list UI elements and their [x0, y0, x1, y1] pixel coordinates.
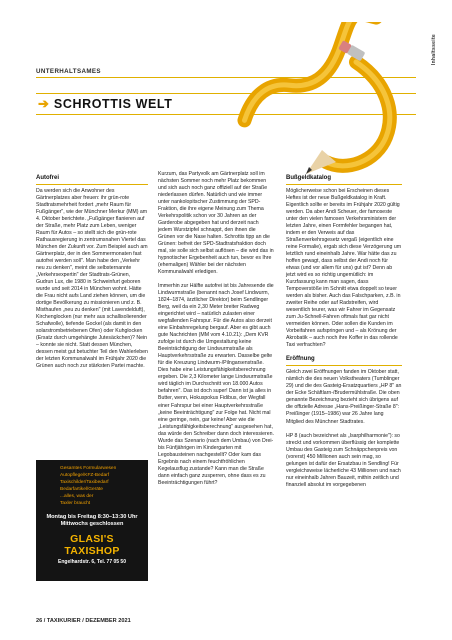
list-item: Gesamtes Formularwesen [60, 466, 117, 471]
column-heading: Bußgeldkatalog [286, 175, 402, 185]
page-title-row [38, 94, 172, 114]
list-item: Autopflege/KFZ-Bedarf [60, 473, 110, 478]
paragraph: Kurzum, das Partyvolk am Gärtnerplatz soll im nächsten Sommer noch mehr Platz bekommen und sich auch noch ganz offiziell auf der Straße niederlassen dürfen. Natürlich und wie immer unter nankolopitscher Zustimmung der SPD-Fraktion, die ihre eigene Meinung zum Thema Verkehrspolitik schon vor 30 Jahren an der Garderobe abgegeben hat und derzeit nach jedem Wurstzipfel schnappt, den ihnen die Grünen vor die Nase halten. Schrottis tipp an die Grünen: befreit der SPD-Stadtratsfraktion doch mal, sie solle sich selbst auflösen – die wird das in hypnotischer Ergebenheit auch tun, bevor es Ihre (ehemaligen) Wähler bei der nächsten Kommunalwahl erledigen. [158, 171, 274, 276]
ad-hours-line: Montag bis Freitag 8:30–13:30 Uhr [46, 514, 138, 520]
paragraph: Immerhin zur Hälfte autofrei ist bis Jahresende die Lindwurmstraße (benannt nach Josef Lindwurm, 1824–1874, ärztlicher Direktor) beim Sendlinger Berg, weil da ein 2,30 Meter breiter Radweg eingerichtet wird – natürlich zulasten einer wegfallenden Fahrspur. Für die Autos also derzeit eine Einbahnregelung bergauf. Aber es gibt auch gute Nachrichten (MM vom 4.10.21): „Dem KVR zufolge ist durch die Umgestaltung keine Beeinträchtigung der Lindwurmstraße als Hauptverkehrsstraße zu erwarten. Dasselbe gelte für die Kreuzung Lindwurm-/Pilngarsenstraße. Dies habe eine Leistungsfähigkeitsberechnung ergeben. Die 2,3 Kilometer lange Lindwurmstraße wird täglich im Durchschnitt von 18.000 Autos befahren". Das ist doch super! Dann ist ja alles in Butter, wenn, Hokuspokus Fidibus, der Wegfall einer Fahrspur bei einer Hauptverkehrsstraße „keine Beeinträchtigung" zur Folge hat. Nicht mal eine geringe, nein, gar keine! Aber wie die „Leistungsfähigkeitsberechnung" ausgesehen hat, das würde den Schreiber dann doch interessieren. Wurde das Szenario (nach dem Umbau) von Drei- bis Fünfjährigen im Kindergarten mit Legobausteinen nachgestellt? Oder kam das Ergebnis nach einem feuchtfröhlichen Kegelausflug zustande? Kann man die Straße dann einfach ganz zusperren, ohne dass es zu Beeinträchtigungen führt? [158, 283, 274, 486]
paragraph: Da werden sich die Anwohner des Gärtnerplatzes aber freuen: ihr grün-rote Stadtratsmehrheit fordert „mehr Raum für Fußgänger", wie der Münchner Merkur (MM) am 4. Oktober berichtete. „Fußgänger flanieren auf der Straße, mehr Platz zum Leben, weniger Raum für Autos – so stellt sich die grün-rote Rathausregierung in zentrumsnahen Viertel das München der Zukunft vor. Zum Beispiel auch am Gärtnerplatz, der in den Sommermonaten fast autofrei werden soll". Man habe den „Verkehr neu zu denken", meint die selbsternannte „Verkehrsexpertin" der Stadtrats-Grünen, Gudrun Lux, die 1980 in Schweinfurt geboren wurde und seit 2014 in München wohnt. Hätte die Frau nicht aufs Land ziehen können, um die dortige Bevölkerung zu missionieren und z. B. Misthaufen „neu zu denken" (mit Lavendelduft), Kirchenglocken (nur mehr aus schallisolierender Schafwolle), tiefende Gockel (als damit in den solarstrombetriebenen Ofen) oder Kuhglocken (Ersatz durch umgehängte Jutesäckchen)? Nein – konnte sie nicht. Statt dessen München, dessen meist gut betuchter Teil den Wahlerleben der letzten Kommunalwahl im Frühjahr 2020 die Grünen auch noch zur stärksten Partei machte. [36, 188, 148, 370]
list-item: ...alles, was der [60, 494, 94, 499]
list-item: Taxler braucht [60, 501, 91, 506]
paragraph: HP 8 (auch bezeichnet als „Isarphilharmonie"): so streckt und vorkommen überflüssig der komplette Umbau des Gasteig zum Schnäppchenpreis von (vorerst) 450 Millionen auch sein mag, so gelungen ist dafür der Ersatzbau in Sendling! Für vergleichsweise lächerliche 43 Millionen und nach nur eineinhalb Jahren Bauzeit, mithin zeitlich und finanziell absolut im vorgegebenen [286, 432, 401, 488]
ad-brand: GLASI'S TAXISHOP [64, 533, 120, 557]
column-1 [36, 175, 148, 377]
ad-hours [42, 514, 142, 528]
pencil-illustration [236, 22, 432, 188]
list-item: Bedarfartikel/Geräte [60, 487, 103, 492]
ad-product-list [60, 465, 142, 507]
side-tab-label: Inhaltsseite [431, 34, 437, 66]
column-2 [158, 171, 274, 494]
advertisement [36, 460, 148, 581]
ad-hours-line: Mittwochs geschlossen [60, 521, 124, 527]
list-item: Taxischilder/Taxibedarf [60, 480, 109, 485]
arrow-right-icon: ➔ [38, 96, 49, 111]
paragraph: Gleich zwei Eröffnungen fanden im Oktober statt, nämlich die des neuen Volkstheaters (Tumblinger 29) und die des Gasteig-Ersatzquartiers „HP 8" an der Ecke Schäftlarn-/Brudermühlstraße. Die oben genannte Bezeichnung bezieht sich übrigens auf die offizielle Adresse „Hans-Preißinger-Straße 8": Preißinger (1915–1986) war 26 Jahre lang Mitglied des Münchner Stadtrates. [286, 369, 402, 425]
section-label: UNTERHALTSAMES [36, 68, 101, 75]
column-3 [286, 175, 402, 496]
ad-address: Engelhardstr. 6, Tel. 77 05 50 [58, 559, 126, 565]
column-heading: Eröffnung [286, 356, 402, 366]
paragraph: Möglicherweise schon bei Erscheinen dieses Heftes ist der neue Bußgeldkatalog in Kraft. Eigentlich sollte er bereits im Frühjahr 2020 gültig werden. Da aber Andi Scheuer, der famoseste unter den vielen famosen Verkehrsministern der letzten Jahre, einen Formfehler begangen hat, indem er den Verweis auf das Straßenverkehrsgesetz vergaß (eigentlich eine reine Formalie), ergab sich diese Verzögerung um letztlich rund eineinhalb Jahre. War hätte das zu hoffen gewagt, dass selbst der Andi noch für etwas (und vor allem für uns) gut ist? Denn ab jetzt wird es so richtig ungemütlich: im Kurzfassung kann man sagen, dass Tempoverstöße im Schnitt etwa doppelt so teuer werden als bisher. Auch das Falschparken, z.B. in zweiter Reihe oder auf Radstreifen, wird wesentlich teurer, was wir Fahrer im Gegensatz zum Ju-Schnell-Fahren oftmals fast gar nicht vermeiden können. Oder sollen die Kunden im Vorbeifahren aufspringen und – als Krönung der Akrobatik – auch noch ihre Koffer in das rollende Taxi verfrachten? [286, 188, 402, 349]
page-title: SCHROTTIS WELT [53, 97, 173, 111]
column-heading: Autofrei [36, 175, 148, 185]
page-footer: 26 / TAXIKURIER / DEZEMBER 2021 [36, 618, 131, 624]
